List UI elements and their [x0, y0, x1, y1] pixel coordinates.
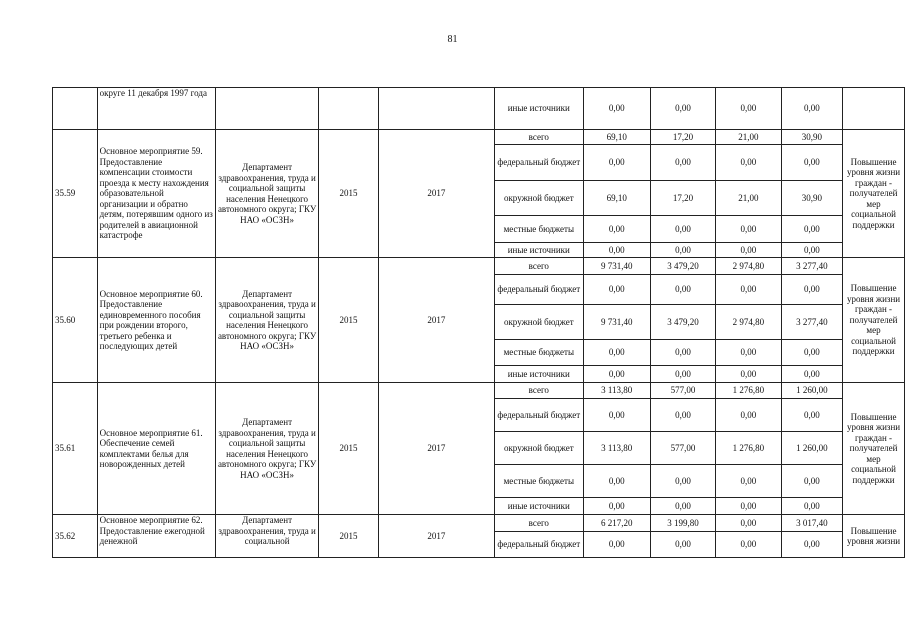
total-value: 0,00 — [583, 340, 650, 366]
year-2016-value: 0,00 — [716, 515, 781, 532]
year-2015-value: 0,00 — [650, 275, 715, 305]
total-value: 0,00 — [583, 216, 650, 243]
funding-source: всего — [495, 258, 583, 275]
year-2015-value: 3 479,20 — [650, 305, 715, 340]
start-year: 2015 — [319, 515, 378, 558]
executor: Департамент здравоохранения, труда и социальной защиты населения Ненецкого автономного округа; ГКУ НАО «ОСЗН» — [215, 383, 318, 515]
funding-row — [53, 258, 905, 275]
funding-source: местные бюджеты — [495, 340, 583, 366]
funding-source: окружной бюджет — [495, 432, 583, 465]
year-2016-value: 0,00 — [716, 399, 781, 432]
executor: Департамент здравоохранения, труда и социальной защиты населения Ненецкого автономного округа; ГКУ НАО «ОСЗН» — [215, 130, 318, 258]
total-value: 0,00 — [583, 145, 650, 181]
year-2017-value: 0,00 — [781, 88, 842, 130]
funding-source: местные бюджеты — [495, 465, 583, 498]
year-2015-value: 0,00 — [650, 145, 715, 181]
funding-source: местные бюджеты — [495, 216, 583, 243]
year-2015-value: 0,00 — [650, 532, 715, 558]
year-2015-value: 0,00 — [650, 465, 715, 498]
year-2015-value: 0,00 — [650, 243, 715, 258]
funding-source: иные источники — [495, 498, 583, 515]
year-2017-value: 0,00 — [781, 275, 842, 305]
funding-source: федеральный бюджет — [495, 399, 583, 432]
expected-result: Повышение уровня жизни граждан - получателей мер социальной поддержки — [843, 258, 905, 383]
total-value: 3 113,80 — [583, 432, 650, 465]
year-2017-value: 3 277,40 — [781, 305, 842, 340]
program-table — [52, 87, 905, 558]
total-value: 9 731,40 — [583, 258, 650, 275]
year-2016-value: 1 276,80 — [716, 432, 781, 465]
year-2015-value: 3 479,20 — [650, 258, 715, 275]
row-number: 35.62 — [53, 515, 98, 558]
year-2016-value: 21,00 — [716, 130, 781, 145]
expected-result: Повышение уровня жизни граждан - получателей мер социальной поддержки — [843, 383, 905, 515]
total-value: 9 731,40 — [583, 305, 650, 340]
carryover-row — [53, 88, 905, 130]
funding-source: иные источники — [495, 243, 583, 258]
year-2015-value: 0,00 — [650, 498, 715, 515]
year-2017-value: 3 017,40 — [781, 515, 842, 532]
year-2016-value: 0,00 — [716, 465, 781, 498]
total-value: 3 113,80 — [583, 383, 650, 399]
activity-name: Основное мероприятие 62. Предоставление ежегодной денежной — [97, 515, 215, 558]
year-2016-value: 0,00 — [716, 243, 781, 258]
funding-source: всего — [495, 515, 583, 532]
page-number: 81 — [447, 34, 458, 45]
activity-name: Основное мероприятие 59. Предоставление компенсации стоимости проезда к месту нахождения образовательной организации и обратно детям, потерявшим одного из родителей в авиационной катастрофе — [97, 130, 215, 258]
funding-source: всего — [495, 383, 583, 399]
year-2017-value: 0,00 — [781, 145, 842, 181]
total-value: 69,10 — [583, 181, 650, 216]
start-year: 2015 — [319, 383, 378, 515]
funding-source: иные источники — [495, 88, 583, 130]
year-2015-value: 577,00 — [650, 383, 715, 399]
year-2017-value: 1 260,00 — [781, 383, 842, 399]
year-2015-value: 0,00 — [650, 88, 715, 130]
year-2016-value: 0,00 — [716, 216, 781, 243]
year-2017-value: 0,00 — [781, 340, 842, 366]
total-value: 6 217,20 — [583, 515, 650, 532]
start-year: 2015 — [319, 130, 378, 258]
expected-result — [843, 88, 905, 130]
year-2016-value: 0,00 — [716, 88, 781, 130]
year-2017-value: 0,00 — [781, 216, 842, 243]
total-value: 0,00 — [583, 465, 650, 498]
year-2017-value: 3 277,40 — [781, 258, 842, 275]
start-year: 2015 — [319, 258, 378, 383]
year-2017-value: 0,00 — [781, 366, 842, 383]
funding-source: федеральный бюджет — [495, 145, 583, 181]
year-2017-value: 0,00 — [781, 399, 842, 432]
start-year — [319, 88, 378, 130]
year-2017-value: 30,90 — [781, 130, 842, 145]
funding-source: окружной бюджет — [495, 181, 583, 216]
year-2017-value: 0,00 — [781, 243, 842, 258]
funding-row — [53, 515, 905, 532]
row-number: 35.59 — [53, 130, 98, 258]
total-value: 0,00 — [583, 88, 650, 130]
activity-name: Основное мероприятие 60. Предоставление единовременного пособия при рождении второго, третьего ребенка и последующих детей — [97, 258, 215, 383]
executor — [215, 88, 318, 130]
total-value: 0,00 — [583, 532, 650, 558]
end-year — [378, 88, 494, 130]
total-value: 0,00 — [583, 366, 650, 383]
total-value: 0,00 — [583, 243, 650, 258]
total-value: 0,00 — [583, 498, 650, 515]
expected-result: Повышение уровня жизни — [843, 515, 905, 558]
end-year: 2017 — [378, 258, 494, 383]
year-2015-value: 3 199,80 — [650, 515, 715, 532]
year-2017-value: 30,90 — [781, 181, 842, 216]
year-2015-value: 0,00 — [650, 366, 715, 383]
year-2017-value: 0,00 — [781, 532, 842, 558]
end-year: 2017 — [378, 383, 494, 515]
end-year: 2017 — [378, 130, 494, 258]
year-2016-value: 0,00 — [716, 275, 781, 305]
year-2015-value: 0,00 — [650, 399, 715, 432]
year-2016-value: 21,00 — [716, 181, 781, 216]
year-2015-value: 17,20 — [650, 181, 715, 216]
funding-source: иные источники — [495, 366, 583, 383]
year-2017-value: 0,00 — [781, 498, 842, 515]
year-2016-value: 1 276,80 — [716, 383, 781, 399]
funding-source: федеральный бюджет — [495, 275, 583, 305]
total-value: 0,00 — [583, 275, 650, 305]
activity-name: Основное мероприятие 61. Обеспечение семей комплектами белья для новорожденных детей — [97, 383, 215, 515]
year-2015-value: 0,00 — [650, 340, 715, 366]
year-2016-value: 2 974,80 — [716, 305, 781, 340]
year-2017-value: 1 260,00 — [781, 432, 842, 465]
year-2016-value: 0,00 — [716, 340, 781, 366]
year-2016-value: 0,00 — [716, 145, 781, 181]
row-number: 35.60 — [53, 258, 98, 383]
total-value: 69,10 — [583, 130, 650, 145]
end-year: 2017 — [378, 515, 494, 558]
funding-row — [53, 130, 905, 145]
row-number — [53, 88, 98, 130]
executor: Департамент здравоохранения, труда и социальной защиты населения Ненецкого автономного округа; ГКУ НАО «ОСЗН» — [215, 258, 318, 383]
total-value: 0,00 — [583, 399, 650, 432]
year-2016-value: 2 974,80 — [716, 258, 781, 275]
funding-source: окружной бюджет — [495, 305, 583, 340]
year-2016-value: 0,00 — [716, 498, 781, 515]
year-2017-value: 0,00 — [781, 465, 842, 498]
funding-source: всего — [495, 130, 583, 145]
year-2016-value: 0,00 — [716, 366, 781, 383]
year-2015-value: 17,20 — [650, 130, 715, 145]
year-2015-value: 0,00 — [650, 216, 715, 243]
row-number: 35.61 — [53, 383, 98, 515]
expected-result: Повышение уровня жизни граждан - получателей мер социальной поддержки — [843, 130, 905, 258]
year-2016-value: 0,00 — [716, 532, 781, 558]
funding-source: федеральный бюджет — [495, 532, 583, 558]
year-2015-value: 577,00 — [650, 432, 715, 465]
executor: Департамент здравоохранения, труда и социальной — [215, 515, 318, 558]
activity-name: округе 11 декабря 1997 года — [97, 88, 215, 130]
funding-row — [53, 383, 905, 399]
